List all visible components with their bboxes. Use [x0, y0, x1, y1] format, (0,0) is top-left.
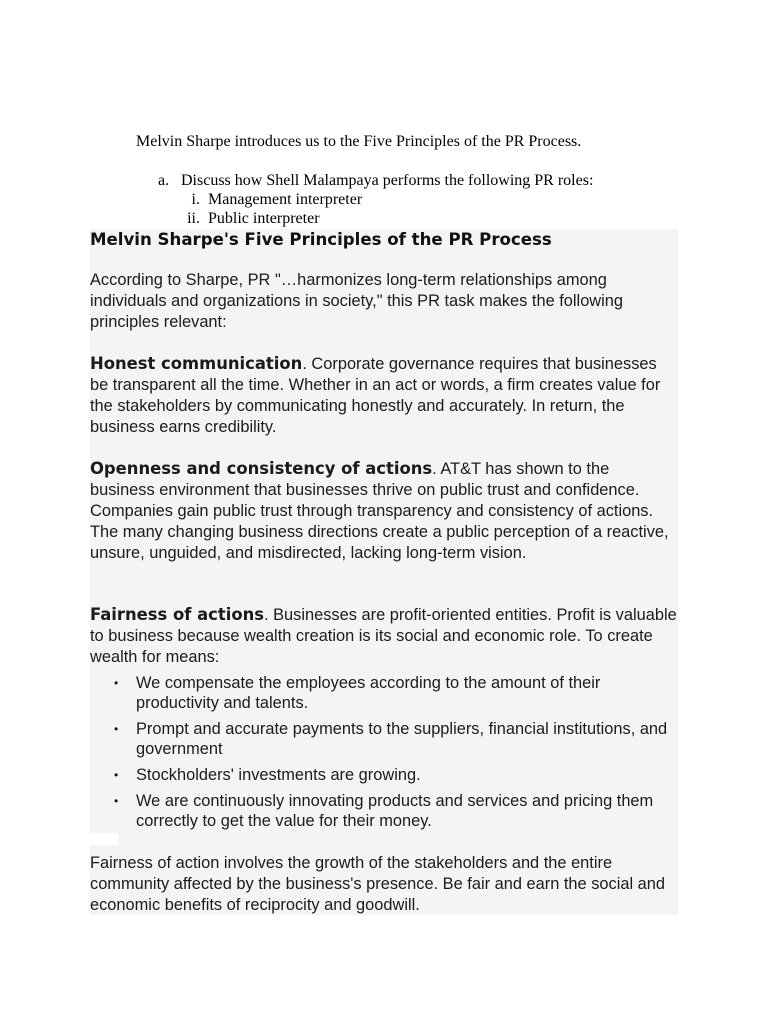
question-a	[158, 171, 593, 190]
list-item-text: We compensate the employees according to the amount of their productivity and talents.	[136, 674, 601, 712]
bullet-icon: •	[114, 794, 119, 808]
role-text: Management interpreter	[208, 191, 363, 208]
bullet-icon: •	[114, 676, 119, 690]
fairness-bullet-list	[90, 673, 678, 837]
section-openness	[90, 458, 678, 564]
list-item-text: Stockholders' investments are growing.	[136, 766, 421, 784]
role-item	[178, 209, 320, 228]
list-item	[90, 791, 678, 831]
article-closing: Fairness of action involves the growth of the stakeholders and the entire community affected by the business's presence. Be fair and earn the social and economic benefits of reciprocity and goodwill.	[90, 854, 666, 914]
section-honest-communication	[90, 353, 678, 438]
section-heading: Openness and consistency of actions	[90, 459, 433, 478]
list-item-text: We are continuously innovating products and services and pricing them correctly to get the value for their money.	[136, 792, 654, 830]
section-heading: Fairness of actions	[90, 605, 265, 624]
section-fairness	[90, 604, 678, 668]
list-item	[90, 673, 678, 713]
question-a-text: Discuss how Shell Malampaya performs the following PR roles:	[181, 172, 594, 189]
section-heading: Honest communication	[90, 354, 303, 373]
section-body: . Corporate governance requires that businesses be transparent all the time. Whether in an act or words, a firm creates value for the stakeholders by communicating honestly and accurately. In return, the business earns credibility.	[90, 355, 661, 436]
list-item-text: Prompt and accurate payments to the suppliers, financial institutions, and government	[136, 720, 668, 758]
bullet-icon: •	[114, 768, 119, 782]
section-body: . Businesses are profit-oriented entities. Profit is valuable to business because wealth creation is its social and economic role. To create wealth for means:	[90, 606, 677, 666]
role-marker: i.	[191, 191, 200, 208]
bullet-icon: •	[114, 722, 119, 736]
article-title: Melvin Sharpe's Five Principles of the PR Process	[90, 230, 552, 249]
article-intro: According to Sharpe, PR "…harmonizes long-term relationships among individuals and organizations in society," this PR task makes the following principles relevant:	[90, 271, 624, 331]
section-body: . AT&T has shown to the business environment that businesses thrive on public trust and confidence. Companies gain public trust through transparency and consistency of actions. The many changing business directions create a public perception of a reactive, unsure, unguided, and misdirected, lacking long-term vision.	[90, 460, 669, 562]
role-marker: ii.	[187, 210, 200, 227]
list-item	[90, 765, 678, 785]
intro-line: Melvin Sharpe introduces us to the Five Principles of the PR Process.	[136, 133, 582, 150]
role-text: Public interpreter	[208, 210, 320, 227]
question-a-marker: a.	[158, 172, 170, 189]
role-item	[178, 190, 362, 209]
list-item	[90, 719, 678, 759]
